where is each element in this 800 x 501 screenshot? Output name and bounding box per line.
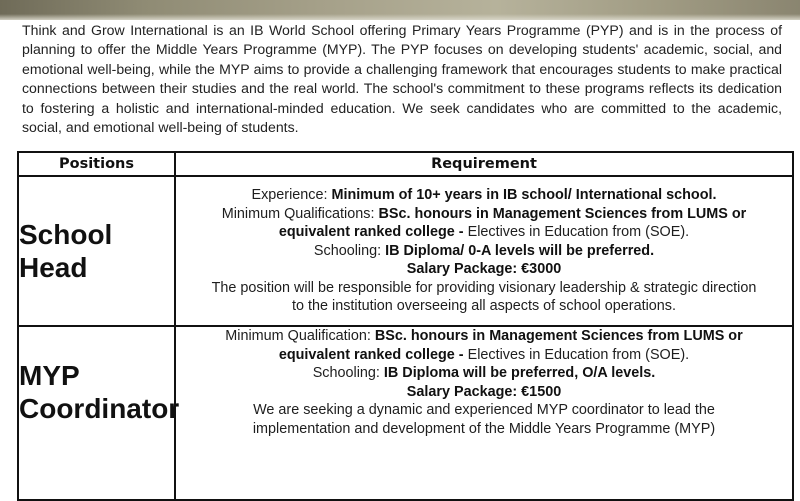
description-line: The position will be responsible for providing visionary leadership & strategic direction [211,279,757,296]
experience-label: Experience: [251,186,332,203]
description-line: to the institution overseeing all aspects of school operations. [292,298,676,315]
qualification-suffix: Electives in Education from (SOE). [467,224,690,241]
requirement-header: Requirement [175,152,793,176]
qualification-label: Minimum Qualification: [225,328,375,344]
qualification-line-2 [176,223,792,242]
requirement-cell [175,326,793,500]
qualification-value: BSc. honours in Management Sciences from LUMS or [374,328,743,344]
table-header-row [18,152,793,176]
position-title-line: School [19,219,113,250]
description-line: We are seeking a dynamic and experienced MYP coordinator to lead the [253,402,715,419]
qualification-line [176,205,792,224]
experience-line [176,186,792,205]
header-photo-strip [0,0,800,20]
qualification-value: BSc. honours in Management Sciences from LUMS or [378,205,747,222]
position-cell [18,326,180,500]
intro-paragraph: Think and Grow International is an IB World School offering Primary Years Programme (PYP) and is in the process of planning to offer the Middle Years Programme (MYP). The PYP focuses on developing students' academic, social, and emotional well-being, while the MYP aims to provide a challenging framework that encourages students to make practical connections between their studies and the real world. The school's commitment to these programs reflects its dedication to fostering a holistic and international-minded education. We seek candidates who are committed to the academic, social, and emotional well-being of students. [22,22,782,136]
position-title-line: Coordinator [19,393,180,424]
position-title-line: Head [19,252,88,283]
salary-value: Salary Package: €3000 [406,261,562,278]
qualification-value-2: equivalent ranked college - [278,224,468,241]
qualification-line-2 [176,346,792,365]
schooling-line [176,242,792,261]
qualification-line [176,327,792,346]
schooling-label: Schooling: [312,365,384,382]
schooling-label: Schooling: [313,242,386,259]
positions-table [17,151,794,501]
position-cell [18,176,175,326]
table-row-myp-coordinator [18,326,793,500]
qualification-label: Minimum Qualifications: [221,205,379,222]
schooling-value: IB Diploma will be preferred, O/A levels. [383,365,656,382]
position-title-line: MYP [19,360,80,391]
qualification-suffix: Electives in Education from (SOE). [467,346,690,363]
qualification-value-2: equivalent ranked college - [278,346,468,363]
experience-value: Minimum of 10+ years in IB school/ International school. [331,186,717,203]
positions-header: Positions [18,152,175,176]
schooling-line [176,364,792,383]
salary-value: Salary Package: €1500 [406,383,562,400]
salary-line [176,383,792,402]
description-line: implementation and development of the Middle Years Programme (MYP) [252,420,716,437]
requirement-cell [175,176,793,326]
table-row-school-head [18,176,793,326]
salary-line [176,260,792,279]
schooling-value: IB Diploma/ 0-A levels will be preferred. [385,242,655,259]
